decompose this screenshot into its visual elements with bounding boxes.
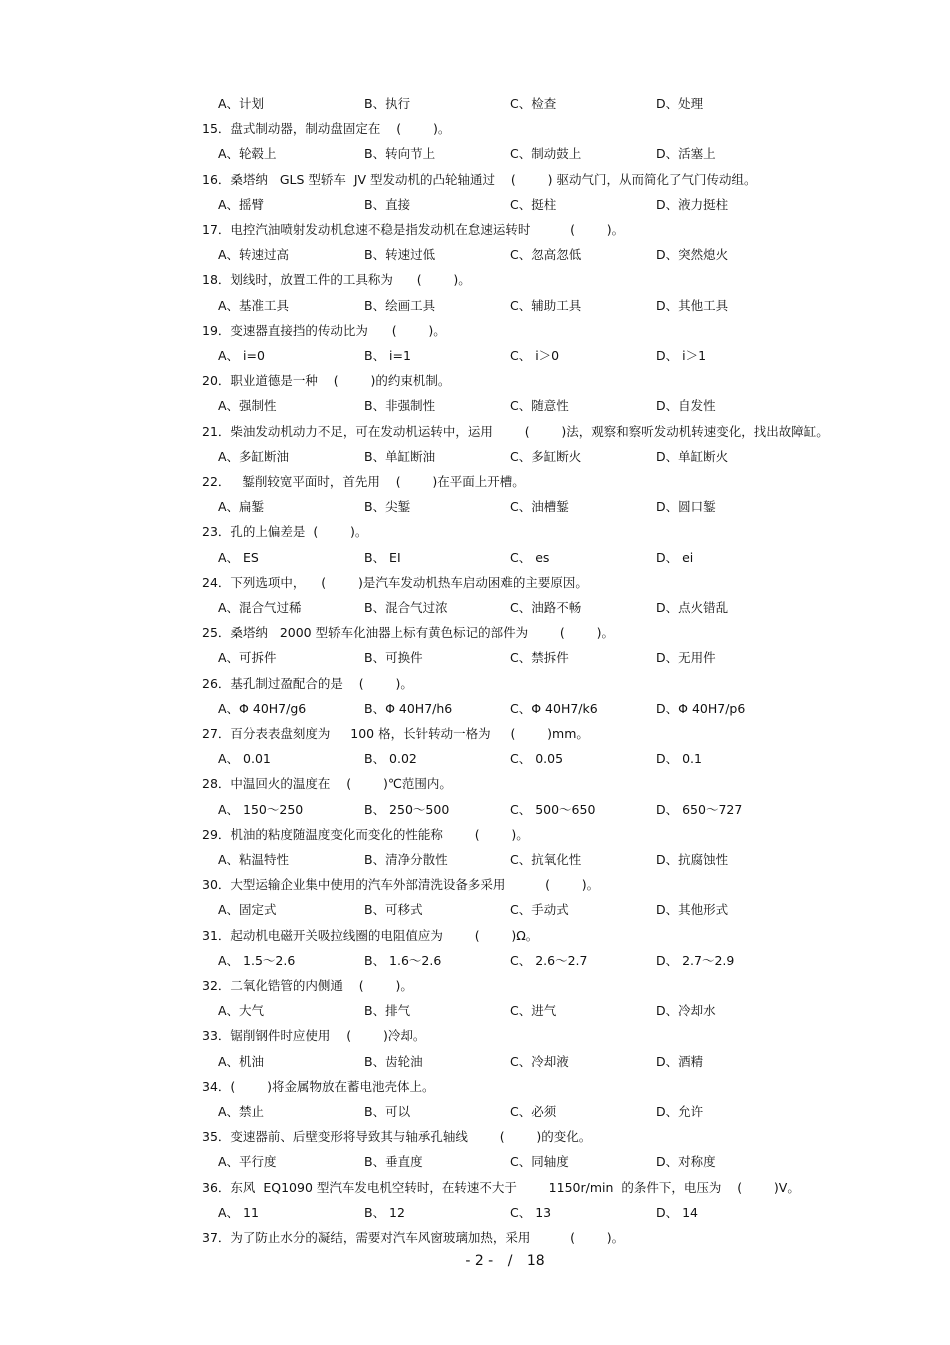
option-c: C、检查	[510, 96, 557, 111]
question-text: 33．锯削钢件时应使用 ( )冷却。	[202, 1028, 426, 1043]
option-b: B、齿轮油	[364, 1054, 423, 1069]
option-b: B、可以	[364, 1104, 411, 1119]
option-d: D、活塞上	[656, 146, 716, 161]
option-c: C、油路不畅	[510, 600, 582, 615]
option-b: B、尖錾	[364, 499, 411, 514]
option-b: B、转向节上	[364, 146, 436, 161]
option-a: A、平行度	[218, 1154, 277, 1169]
option-b: B、非强制性	[364, 398, 436, 413]
option-a: A、 1.5～2.6	[218, 953, 296, 968]
option-d: D、自发性	[656, 398, 716, 413]
option-d: D、 14	[656, 1205, 699, 1220]
option-d: D、对称度	[656, 1154, 716, 1169]
option-d: D、 0.1	[656, 751, 702, 766]
option-a: A、粘温特性	[218, 852, 290, 867]
question-text: 24．下列选项中， ( )是汽车发动机热车启动困难的主要原因。	[202, 575, 588, 590]
option-b: B、可换件	[364, 650, 423, 665]
option-a: A、扁錾	[218, 499, 265, 514]
option-b: B、排气	[364, 1003, 411, 1018]
question-text: 35．变速器前、后壁变形将导致其与轴承孔轴线 ( )的变化。	[202, 1129, 592, 1144]
page-number: - 2 -	[465, 1253, 494, 1269]
option-c: C、随意性	[510, 398, 569, 413]
option-d: D、 650～727	[656, 802, 743, 817]
question-text: 30．大型运输企业集中使用的汽车外部清洗设备多采用 ( )。	[202, 877, 600, 892]
option-c: C、同轴度	[510, 1154, 569, 1169]
option-a: A、固定式	[218, 902, 277, 917]
option-c: C、 es	[510, 550, 550, 565]
option-d: D、酒精	[656, 1054, 704, 1069]
option-d: D、允许	[656, 1104, 704, 1119]
option-d: D、突然熄火	[656, 247, 729, 262]
question-text: 21．柴油发动机动力不足，可在发动机运转中，运用 ( )法，观察和察听发动机转速变化，找出故障缸。	[202, 424, 829, 439]
option-d: D、单缸断火	[656, 449, 729, 464]
question-text: 18．划线时，放置工件的工具称为 ( )。	[202, 272, 471, 287]
option-d: D、冷却水	[656, 1003, 716, 1018]
question-text: 16．桑塔纳 GLS 型轿车 JV 型发动机的凸轮轴通过 ( ) 驱动气门，从而简化了气门传动组。	[202, 172, 757, 187]
option-c: C、 2.6～2.7	[510, 953, 588, 968]
option-d: D、液力挺柱	[656, 197, 729, 212]
option-c: C、进气	[510, 1003, 557, 1018]
question-text: 19．变速器直接挡的传动比为 ( )。	[202, 323, 446, 338]
option-b: B、 0.02	[364, 751, 417, 766]
question-text: 27．百分表表盘刻度为 100 格，长针转动一格为 ( )mm。	[202, 726, 589, 741]
option-a: A、摇臂	[218, 197, 265, 212]
option-d: D、无用件	[656, 650, 716, 665]
page-footer	[0, 1252, 950, 1270]
page-total: 18	[526, 1253, 545, 1269]
option-c: C、 i＞0	[510, 348, 560, 363]
option-c: C、Φ 40H7/k6	[510, 701, 598, 716]
option-a: A、强制性	[218, 398, 277, 413]
option-b: B、 1.6～2.6	[364, 953, 442, 968]
option-a: A、Φ 40H7/g6	[218, 701, 307, 716]
option-b: B、 i=1	[364, 348, 411, 363]
option-c: C、抗氧化性	[510, 852, 582, 867]
option-a: A、转速过高	[218, 247, 290, 262]
option-c: C、忽高忽低	[510, 247, 582, 262]
option-c: C、制动鼓上	[510, 146, 582, 161]
option-c: C、 13	[510, 1205, 552, 1220]
question-text: 34．( )将金属物放在蓄电池壳体上。	[202, 1079, 435, 1094]
option-a: A、可拆件	[218, 650, 277, 665]
option-a: A、机油	[218, 1054, 265, 1069]
option-a: A、混合气过稀	[218, 600, 302, 615]
option-d: D、抗腐蚀性	[656, 852, 729, 867]
option-c: C、手动式	[510, 902, 569, 917]
option-c: C、多缸断火	[510, 449, 582, 464]
question-text: 36．东风 EQ1090 型汽车发电机空转时，在转速不大于 1150r/min 的条件下，电压为 ( )V。	[202, 1180, 800, 1195]
question-text: 37．为了防止水分的凝结，需要对汽车风窗玻璃加热，采用 ( )。	[202, 1230, 625, 1245]
option-b: B、清净分散性	[364, 852, 448, 867]
option-a: A、 0.01	[218, 751, 271, 766]
question-text: 20．职业道德是一种 ( )的约束机制。	[202, 373, 451, 388]
question-text: 26．基孔制过盈配合的是 ( )。	[202, 676, 413, 691]
option-a: A、 150～250	[218, 802, 304, 817]
option-b: B、转速过低	[364, 247, 436, 262]
option-c: C、油槽錾	[510, 499, 569, 514]
option-c: C、 500～650	[510, 802, 596, 817]
question-text: 22． 錾削较宽平面时，首先用 ( )在平面上开槽。	[202, 474, 525, 489]
option-a: A、 i=0	[218, 348, 265, 363]
option-c: C、 0.05	[510, 751, 564, 766]
question-text: 28．中温回火的温度在 ( )℃范围内。	[202, 776, 452, 791]
option-b: B、直接	[364, 197, 411, 212]
option-d: D、其他工具	[656, 298, 729, 313]
option-d: D、 ei	[656, 550, 694, 565]
option-b: B、 EI	[364, 550, 401, 565]
question-text: 31．起动机电磁开关吸拉线圈的电阻值应为 ( )Ω。	[202, 928, 539, 943]
option-b: B、 12	[364, 1205, 405, 1220]
option-a: A、禁止	[218, 1104, 265, 1119]
option-b: B、绘画工具	[364, 298, 436, 313]
option-b: B、垂直度	[364, 1154, 423, 1169]
option-a: A、计划	[218, 96, 265, 111]
option-b: B、混合气过浓	[364, 600, 448, 615]
option-d: D、 2.7～2.9	[656, 953, 735, 968]
question-text: 15．盘式制动器，制动盘固定在 ( )。	[202, 121, 451, 136]
question-text: 23．孔的上偏差是 ( )。	[202, 524, 368, 539]
option-d: D、点火错乱	[656, 600, 729, 615]
question-text: 32．二氧化锆管的内侧通 ( )。	[202, 978, 413, 993]
option-c: C、挺柱	[510, 197, 557, 212]
page-separator: /	[507, 1253, 513, 1269]
option-d: D、Φ 40H7/p6	[656, 701, 746, 716]
option-b: B、执行	[364, 96, 411, 111]
option-d: D、圆口錾	[656, 499, 716, 514]
option-b: B、Φ 40H7/h6	[364, 701, 453, 716]
question-text: 25．桑塔纳 2000 型轿车化油器上标有黄色标记的部件为 ( )。	[202, 625, 614, 640]
option-b: B、可移式	[364, 902, 423, 917]
option-a: A、基准工具	[218, 298, 290, 313]
option-c: C、冷却液	[510, 1054, 569, 1069]
option-a: A、 ES	[218, 550, 259, 565]
option-d: D、 i＞1	[656, 348, 707, 363]
option-c: C、禁拆件	[510, 650, 569, 665]
question-text: 17．电控汽油喷射发动机怠速不稳是指发动机在怠速运转时 ( )。	[202, 222, 625, 237]
option-c: C、必须	[510, 1104, 557, 1119]
option-b: B、单缸断油	[364, 449, 436, 464]
option-b: B、 250～500	[364, 802, 450, 817]
question-text: 29．机油的粘度随温度变化而变化的性能称 ( )。	[202, 827, 529, 842]
option-c: C、辅助工具	[510, 298, 582, 313]
option-a: A、 11	[218, 1205, 259, 1220]
option-a: A、多缸断油	[218, 449, 290, 464]
option-a: A、大气	[218, 1003, 265, 1018]
option-d: D、其他形式	[656, 902, 729, 917]
option-a: A、轮毂上	[218, 146, 277, 161]
option-d: D、处理	[656, 96, 704, 111]
